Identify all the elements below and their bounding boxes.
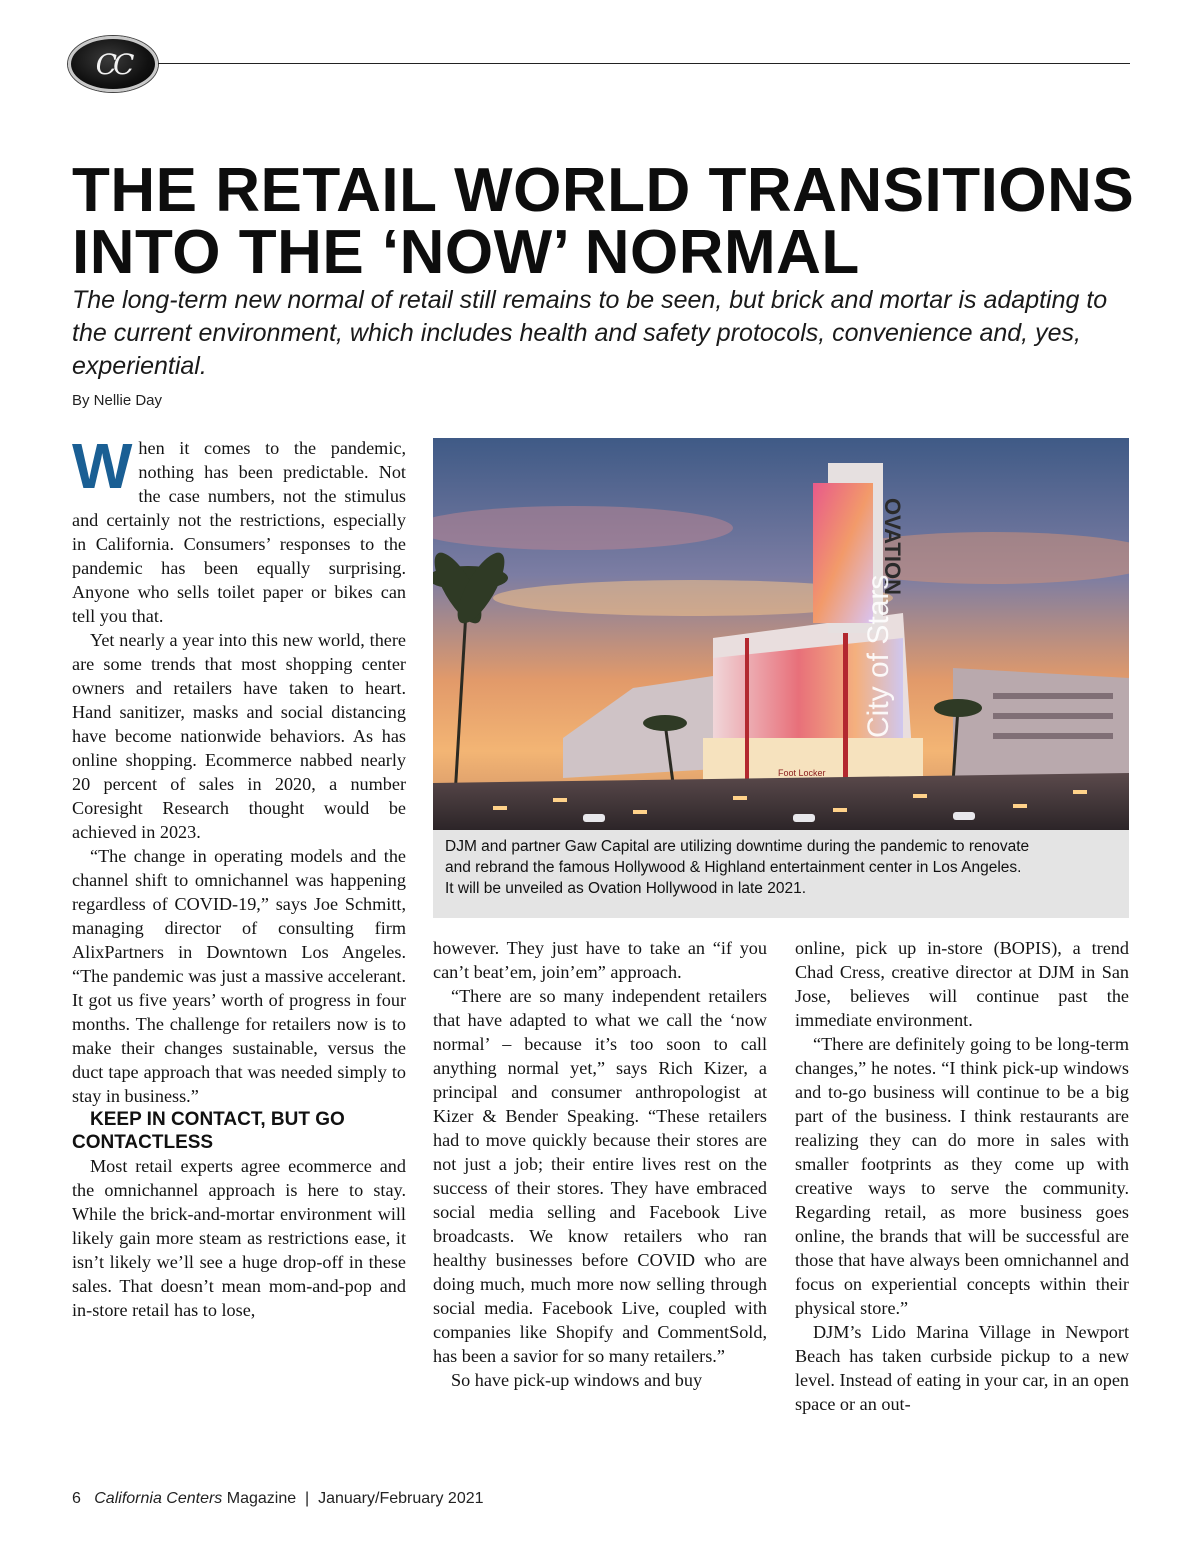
article-subtitle: The long-term new normal of retail still remains to be seen, but brick and mortar is adapting to the current environment, which includes health and safety protocols, convenience and, yes, experiential. (72, 286, 1108, 380)
tower-sign-text: OVATION (880, 498, 905, 595)
title-line-2: INTO THE ‘NOW’ NORMAL (72, 218, 860, 287)
paragraph: Yet nearly a year into this new world, there are some trends that most shopping center owners and retailers have taken to heart. Hand sanitizer, masks and social distancing have become nationwide behaviors. As has online shopping. Ecommerce nabbed nearly 20 percent of sales in 2020, a number Coresight Research thought would be achieved in 2023. (72, 630, 406, 842)
magazine-logo (68, 36, 158, 92)
column-3 (795, 936, 1129, 1416)
paragraph: DJM’s Lido Marina Village in Newport Beach has taken curbside pickup to a new level. Instead of eating in your car, in an open space or an out- (795, 1322, 1129, 1414)
page-footer (72, 1490, 484, 1508)
article-title (72, 156, 1172, 287)
caption-line-3: It will be unveiled as Ovation Hollywood in late 2021. (445, 880, 807, 897)
paragraph: online, pick up in-store (BOPIS), a trend Chad Cress, creative director at DJM in San Jose, believes will continue past the immediate environment. (795, 938, 1129, 1030)
paragraph (72, 430, 406, 628)
drop-cap: W (72, 430, 133, 502)
paragraph: however. They just have to take an “if you can’t beat’em, join’em” approach. (433, 938, 767, 982)
page-number: 6 (72, 1490, 81, 1507)
section-subhead: KEEP IN CONTACT, BUT GO CONTACTLESS (72, 1109, 345, 1153)
magazine-name: California Centers (94, 1490, 223, 1507)
paragraph: “There are so many independent retailers that have adapted to what we call the ‘now normal’ – because it’s too soon to call anything normal yet,” says Rich Kizer, a principal and consumer anthropologist at Kizer & Bender Speaking. “These retailers had to move quickly because their stores are not just a job; their entire lives rest on the success of their stores. They have embraced social media selling and Facebook Live broadcasts. We know retailers who ran healthy businesses before COVID who are doing much, much more now selling through social media. Facebook Live, coupled with companies like Shopify and CommentSold, has been a savior for so many retailers.” (433, 986, 767, 1366)
paragraph: “There are definitely going to be long-term changes,” he notes. “I think pick-up windows and to-go business will continue to be a big part of the business. I think restaurants are realizing they can do more in sales with smaller footprints as they come up with creative ways to serve the community. Regarding retail, as more business goes online, the brands that will be successful are those that have always been omnichannel and focus on experiential concepts within their physical store.” (795, 1034, 1129, 1318)
footer-separator: | (305, 1490, 310, 1507)
facade-sign-text: City of Stars (862, 574, 895, 738)
article-figure (433, 438, 1129, 918)
paragraph-text: hen it comes to the pandemic, nothing has been predictable. Not the case numbers, not the stimulus and certainly not the restrictions, especially in California. Consumers’ responses to the pandemic has been equally surprising. Anyone who sells toilet paper or bikes can tell you that. (72, 438, 406, 626)
caption-line-2: and rebrand the famous Hollywood & Highland entertainment center in Los Angeles. (445, 859, 1022, 876)
paragraph: “The change in operating models and the channel shift to omnichannel was happening regardless of COVID-19,” says Joe Schmitt, managing director of consulting firm AlixPartners in Downtown Los Angeles. “The pandemic was just a massive accelerant. It got us five years’ worth of progress in four months. The challenge for retailers now is to make their changes sustainable, versus the duct tape approach that was needed simply to stay in business.” (72, 846, 406, 1106)
paragraph: Most retail experts agree ecommerce and the omnichannel approach is here to stay. While the brick-and-mortar environment will likely gain more steam as restrictions ease, it isn’t likely we’ll see a huge drop-off in these sales. That doesn’t mean mom-and-pop and in-store retail has to lose, (72, 1156, 406, 1320)
magazine-suffix: Magazine (226, 1490, 297, 1507)
store-sign-text: Foot Locker (778, 768, 826, 778)
caption-line-1: DJM and partner Gaw Capital are utilizing downtime during the pandemic to renovate (445, 838, 1030, 855)
title-line-1: THE RETAIL WORLD TRANSITIONS (72, 156, 1135, 225)
logo-text: CC (95, 47, 131, 81)
paragraph: So have pick-up windows and buy (451, 1370, 703, 1390)
issue-date: January/February 2021 (318, 1490, 484, 1507)
column-1 (72, 430, 406, 1322)
header-rule (158, 63, 1130, 64)
ovation-hollywood-rendering (433, 438, 1129, 830)
byline: By Nellie Day (72, 392, 163, 409)
column-2 (433, 936, 767, 1392)
figure-caption (433, 830, 1129, 918)
